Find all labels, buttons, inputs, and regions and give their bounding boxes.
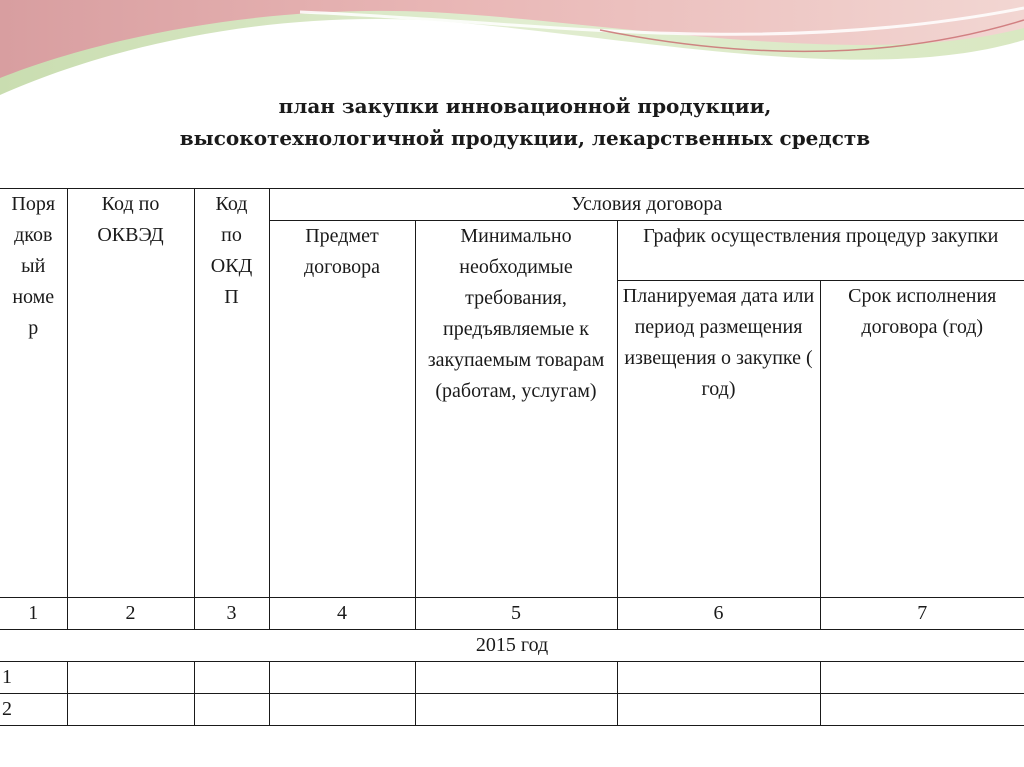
header-requirements: Минимально необходимые требования, предъявляемые к закупаемым товарам (работам, услугам) (415, 221, 617, 598)
column-numbers-row (0, 598, 1024, 630)
header-order-number: Поря дков ый номе р (0, 189, 67, 598)
table-cell (820, 694, 1024, 726)
table-row (0, 694, 1024, 726)
column-number: 7 (820, 598, 1024, 630)
column-number: 4 (269, 598, 415, 630)
header-contract-subject: Предмет договора (269, 221, 415, 598)
column-number: 5 (415, 598, 617, 630)
table-cell (820, 662, 1024, 694)
table-cell (67, 694, 194, 726)
table-cell (617, 662, 820, 694)
header-okdp: Код по ОКД П (194, 189, 269, 598)
procurement-plan-table (0, 188, 1024, 726)
header-planned-date: Планируемая дата или период размещения извещения о закупке ( год) (617, 281, 820, 598)
title-line-1: план закупки инновационной продукции, (278, 94, 772, 118)
table-row (0, 662, 1024, 694)
title-line-2: высокотехнологичной продукции, лекарственных средств (179, 126, 871, 150)
column-number: 6 (617, 598, 820, 630)
header-contract-conditions: Условия договора (269, 189, 1024, 221)
table-cell (617, 694, 820, 726)
header-okved: Код по ОКВЭД (67, 189, 194, 598)
table-cell (415, 694, 617, 726)
table-cell (194, 694, 269, 726)
table-cell (269, 694, 415, 726)
table-cell (194, 662, 269, 694)
table-cell (415, 662, 617, 694)
column-number: 3 (194, 598, 269, 630)
page-title (0, 90, 1024, 154)
header-contract-term: Срок исполнения договора (год) (820, 281, 1024, 598)
header-procurement-schedule: График осуществления процедур закупки (617, 221, 1024, 281)
table-cell (269, 662, 415, 694)
row-number: 1 (0, 662, 67, 694)
table-cell (67, 662, 194, 694)
row-number: 2 (0, 694, 67, 726)
column-number: 2 (67, 598, 194, 630)
year-section-label: 2015 год (0, 630, 1024, 662)
column-number: 1 (0, 598, 67, 630)
